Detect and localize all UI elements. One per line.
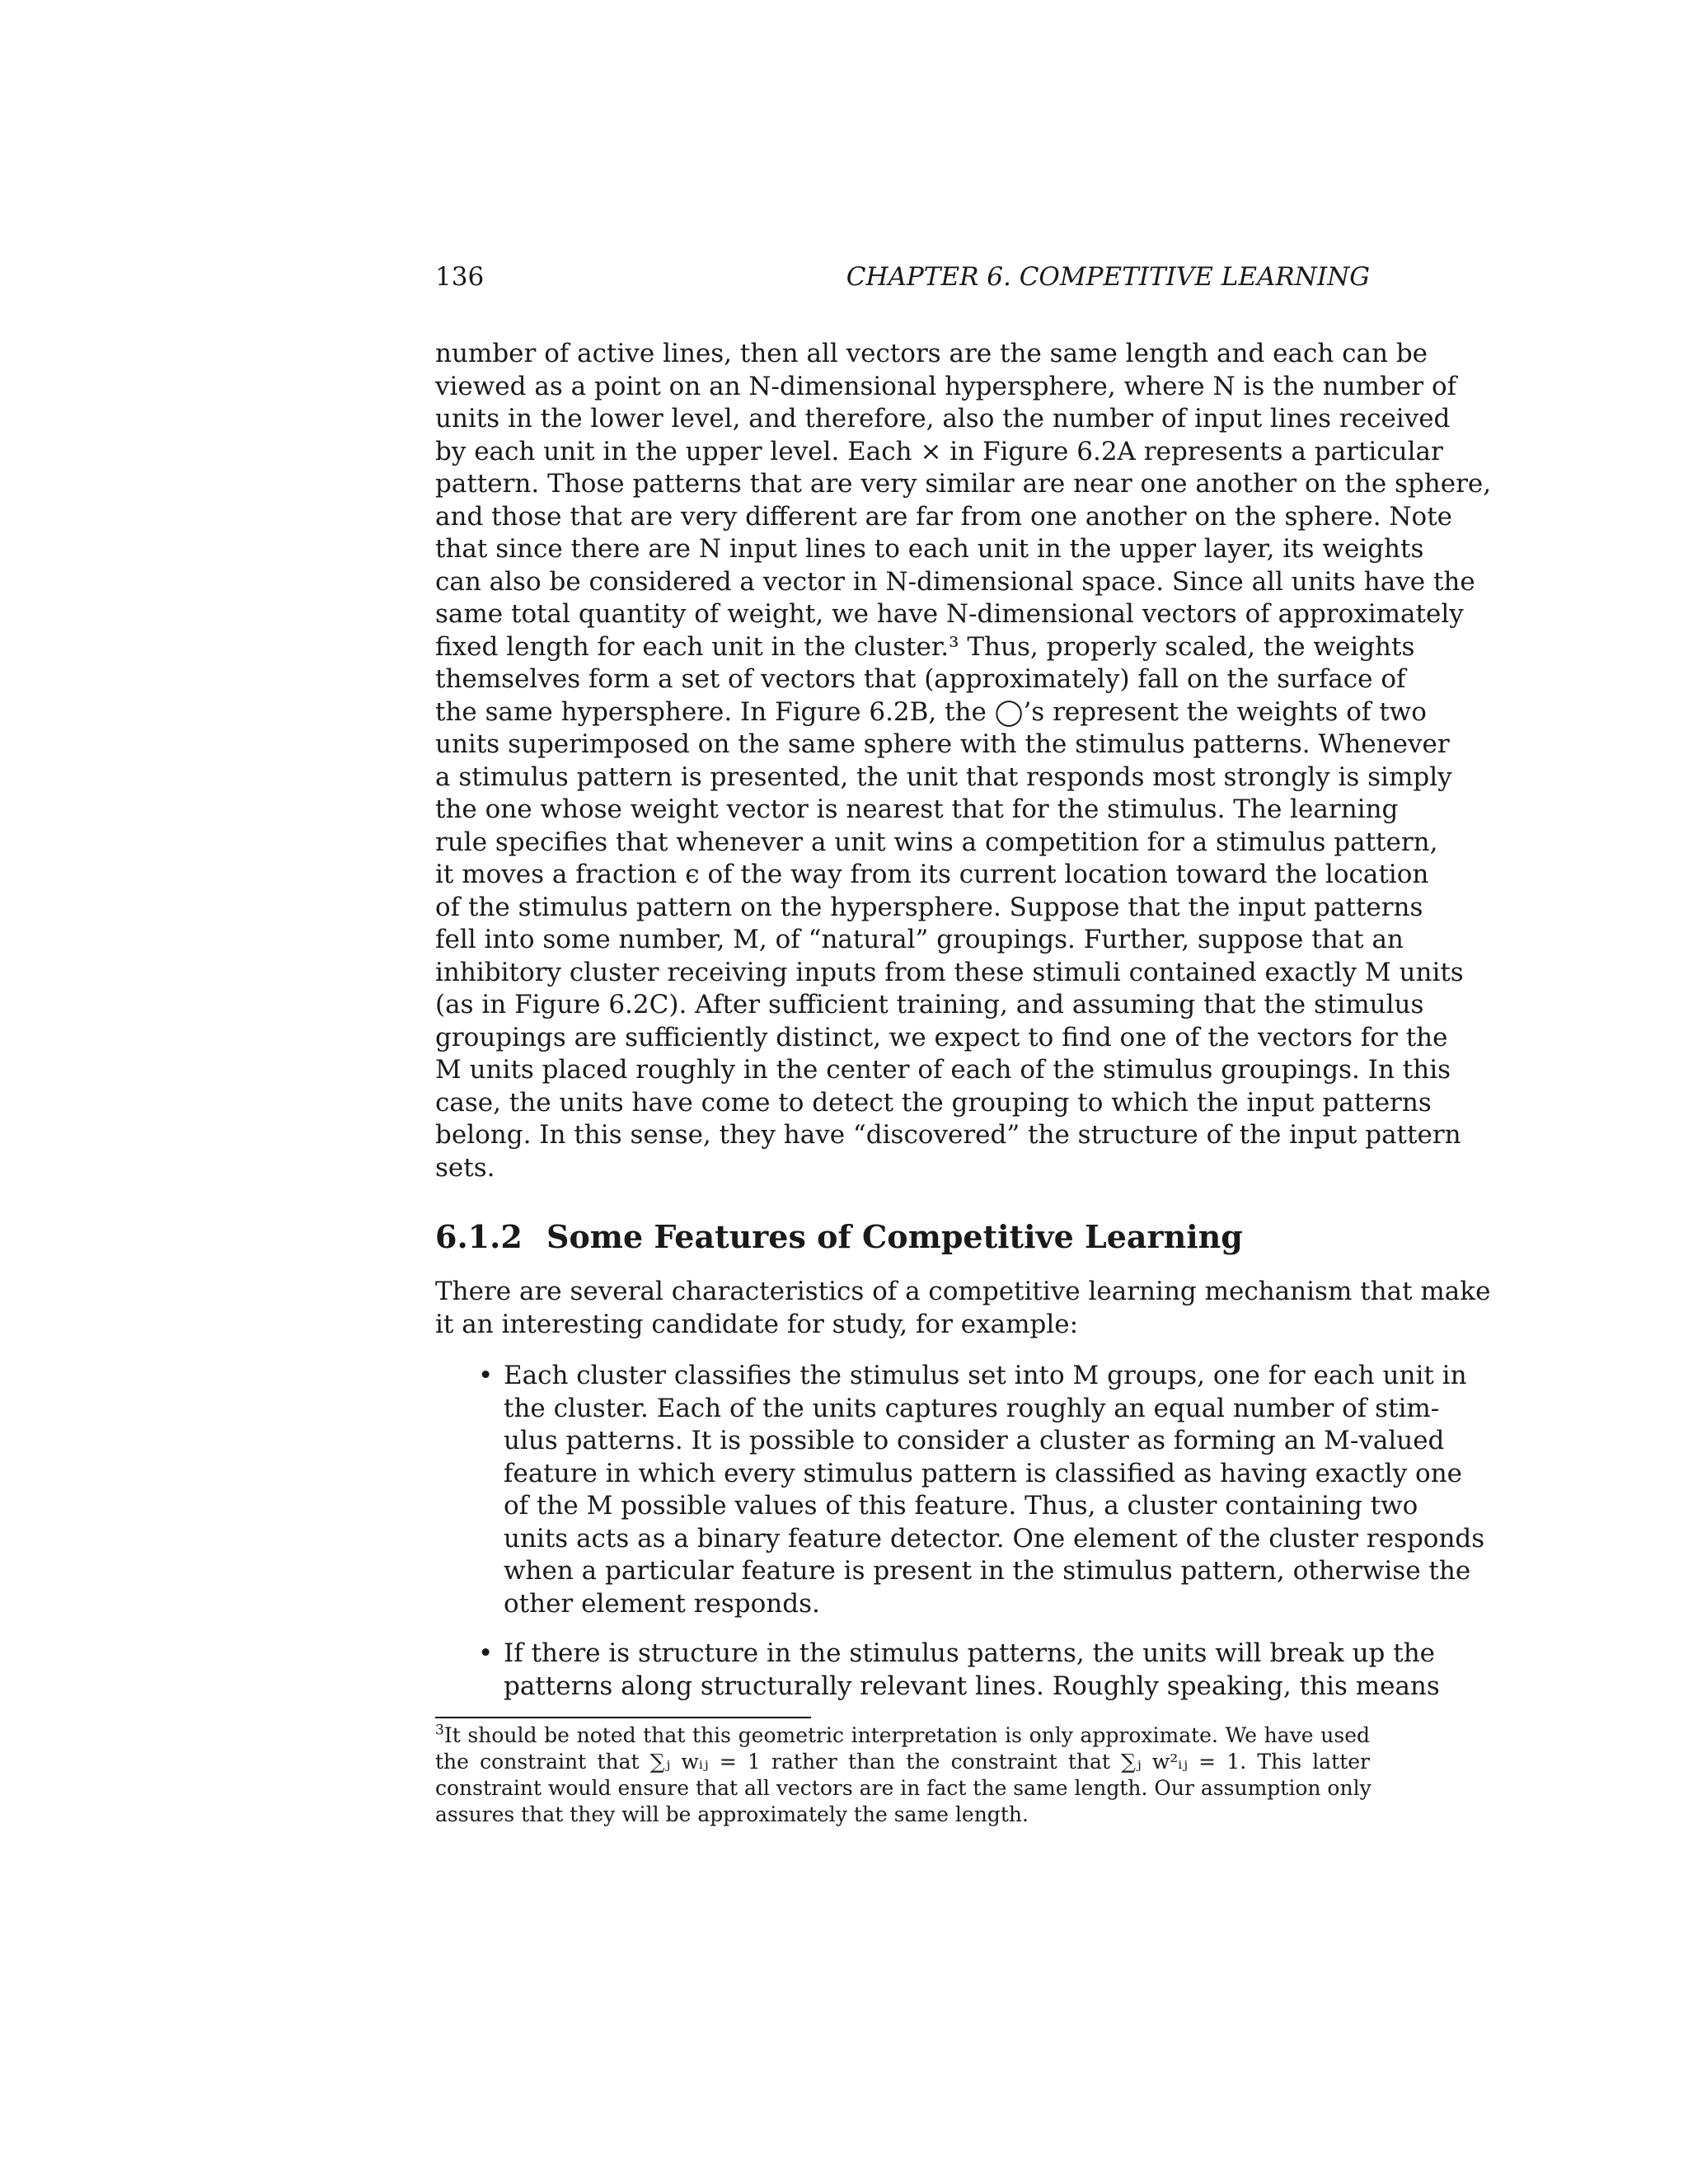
text-line: it moves a fraction ϵ of the way from its current location toward the location	[435, 860, 1429, 889]
text-line: the cluster. Each of the units captures roughly an equal number of stim-	[504, 1393, 1440, 1423]
text-line: units acts as a binary feature detector. One element of the cluster responds	[504, 1523, 1485, 1554]
footnote-line: constraint would ensure that all vectors are in fact the same length. Our assumption only	[435, 1776, 1372, 1800]
bullet-icon: •	[478, 1361, 494, 1390]
footnote-text: It should be noted that this geometric interpretation is only approximate. We have used	[443, 1723, 1370, 1747]
running-header	[435, 262, 1370, 298]
text-line: fell into some number, M, of “natural” groupings. Further, suppose that an	[435, 925, 1404, 954]
bullet-icon: •	[478, 1638, 494, 1668]
text-line: pattern. Those patterns that are very similar are near one another on the sphere,	[435, 469, 1492, 499]
text-line: can also be considered a vector in N-dimensional space. Since all units have the	[435, 566, 1475, 597]
text-line: ulus patterns. It is possible to consider a cluster as forming an M-valued	[504, 1426, 1445, 1455]
section-number: 6.1.2	[435, 1218, 523, 1255]
body-paragraph	[435, 338, 1492, 1184]
text-line: it an interesting candidate for study, for example:	[435, 1309, 1079, 1339]
text-line: sets.	[435, 1152, 495, 1183]
bullet-list	[435, 1360, 1485, 1720]
text-line: units superimposed on the same sphere with the stimulus patterns. Whenever	[435, 729, 1450, 759]
text-line: a stimulus pattern is presented, the unit that responds most strongly is simply	[435, 762, 1452, 792]
text-line: M units placed roughly in the center of each of the stimulus groupings. In this	[435, 1055, 1451, 1085]
text-line: units in the lower level, and therefore, also the number of input lines received	[435, 404, 1451, 434]
section-title: Some Features of Competitive Learning	[546, 1218, 1243, 1255]
section-heading	[435, 1218, 1370, 1261]
footnote-rule	[435, 1717, 811, 1718]
text-line: If there is structure in the stimulus patterns, the units will break up the	[504, 1638, 1436, 1668]
text-line: case, the units have come to detect the grouping to which the input patterns	[435, 1087, 1432, 1118]
text-line: when a particular feature is present in the stimulus pattern, otherwise the	[504, 1556, 1471, 1586]
text-line: of the stimulus pattern on the hypersphere. Suppose that the input patterns	[435, 892, 1423, 922]
text-line: same total quantity of weight, we have N-dimensional vectors of approximately	[435, 599, 1464, 629]
text-line: of the M possible values of this feature. Thus, a cluster containing two	[504, 1491, 1418, 1521]
text-line: patterns along structurally relevant lines. Roughly speaking, this means	[504, 1671, 1440, 1701]
footnote-marker: 3	[435, 1722, 444, 1739]
page-number: 136	[435, 262, 485, 292]
text-line: inhibitory cluster receiving inputs from these stimuli contained exactly M units	[435, 957, 1464, 987]
list-item	[435, 1360, 1485, 1620]
section-intro-paragraph	[435, 1276, 1491, 1341]
text-line: fixed length for each unit in the cluster.³ Thus, properly scaled, the weights	[435, 631, 1415, 662]
text-line: the same hypersphere. In Figure 6.2B, the ◯’s represent the weights of two	[435, 696, 1427, 727]
text-line: Each cluster classifies the stimulus set into M groups, one for each unit in	[504, 1361, 1467, 1390]
text-line: the one whose weight vector is nearest that for the stimulus. The learning	[435, 794, 1399, 824]
footnote-line: the constraint that ∑ⱼ wᵢⱼ = 1 rather than the constraint that ∑ⱼ w²ᵢⱼ = 1. This latter	[435, 1750, 1370, 1774]
text-line: belong. In this sense, they have “discovered” the structure of the input pattern	[435, 1120, 1461, 1150]
list-item	[435, 1638, 1440, 1703]
text-line: groupings are sufficiently distinct, we expect to find one of the vectors for the	[435, 1022, 1448, 1052]
text-line: There are several characteristics of a competitive learning mechanism that make	[435, 1277, 1491, 1306]
text-line: number of active lines, then all vectors are the same length and each can be	[435, 339, 1428, 368]
footnote	[435, 1722, 1370, 1828]
text-line: viewed as a point on an N-dimensional hypersphere, where N is the number of	[435, 371, 1457, 401]
text-line: that since there are N input lines to each unit in the upper layer, its weights	[435, 534, 1424, 564]
text-line: other element responds.	[504, 1588, 820, 1619]
text-line: (as in Figure 6.2C). After sufficient training, and assuming that the stimulus	[435, 990, 1424, 1019]
text-line: and those that are very different are far from one another on the sphere. Note	[435, 501, 1453, 532]
chapter-title: CHAPTER 6. COMPETITIVE LEARNING	[846, 262, 1370, 292]
text-line: by each unit in the upper level. Each × in Figure 6.2A represents a particular	[435, 436, 1443, 466]
text-line: rule specifies that whenever a unit wins a competition for a stimulus pattern,	[435, 827, 1438, 857]
text-line: feature in which every stimulus pattern is classified as having exactly one	[504, 1458, 1463, 1488]
footnote-line: assures that they will be approximately the same length.	[435, 1802, 1029, 1826]
footnote-line	[435, 1722, 1370, 1749]
text-line: themselves form a set of vectors that (approximately) fall on the surface of	[435, 664, 1406, 694]
